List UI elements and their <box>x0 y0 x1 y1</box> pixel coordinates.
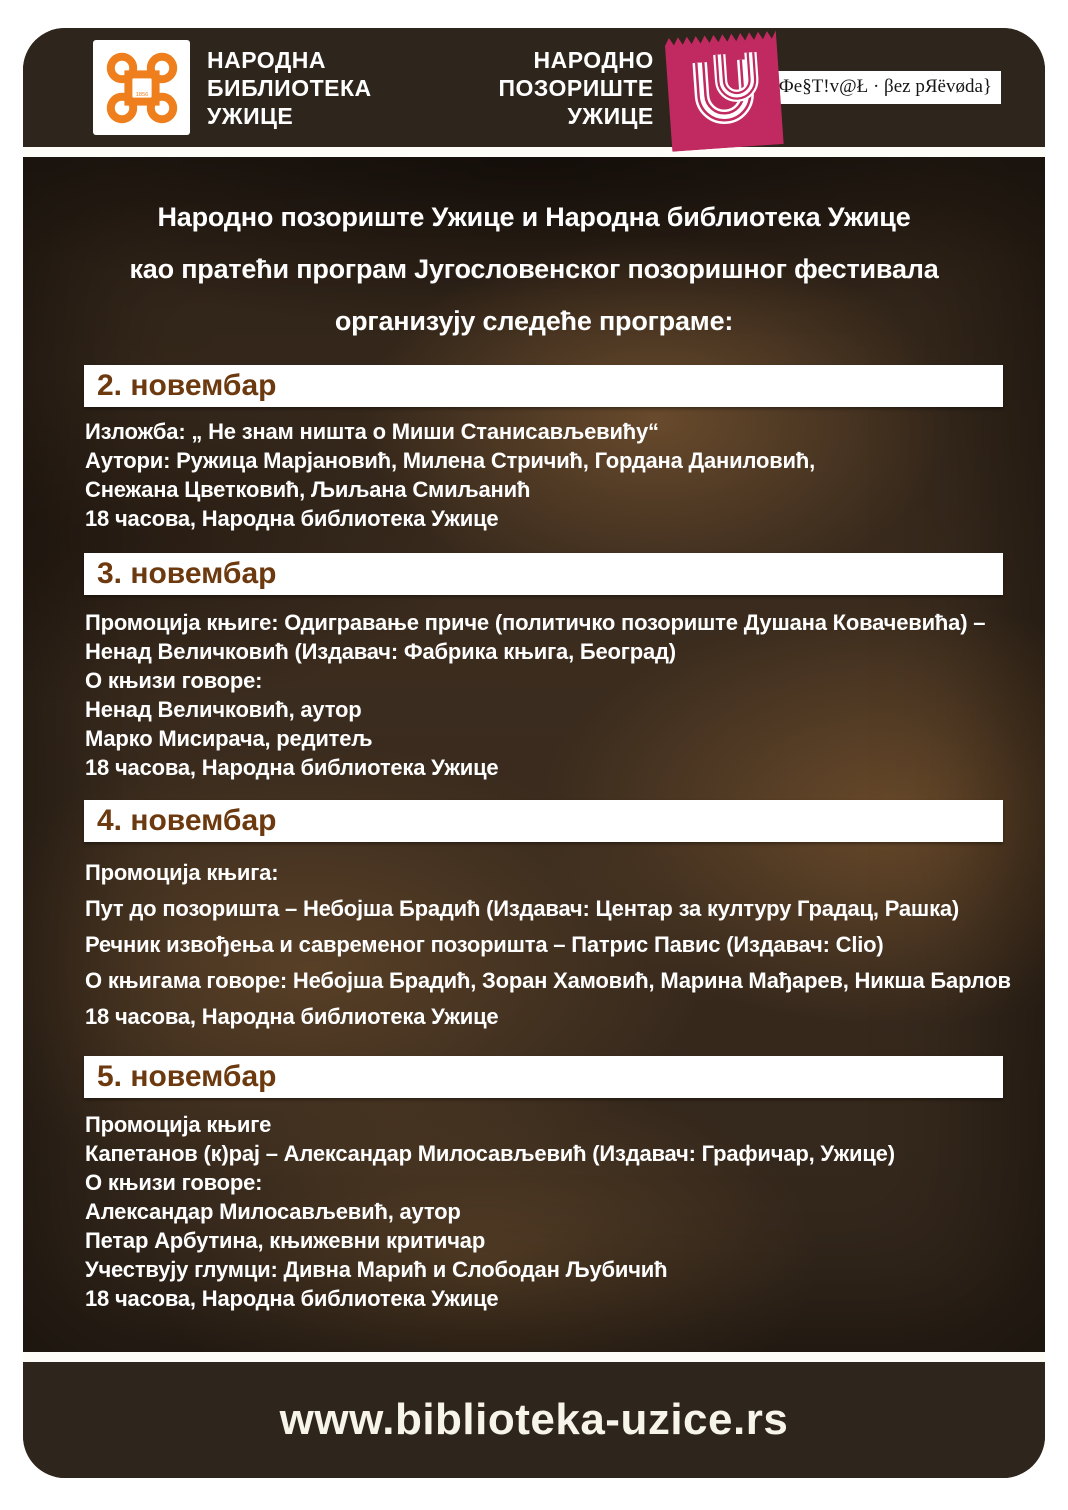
theatre-name <box>498 46 653 130</box>
section-details <box>85 1110 1031 1313</box>
library-name-line: БИБЛИОТЕКА <box>207 74 372 101</box>
library-logo-box <box>93 40 190 135</box>
intro-line: организују следеће програме: <box>334 306 734 336</box>
footer-separator <box>23 1352 1045 1362</box>
header-separator <box>23 147 1045 157</box>
program-line: Марко Мисирача, редитељ <box>85 726 373 751</box>
program-line: Промоција књиге: Одигравање приче (политичко позориште Душана Ковачевића) – <box>85 610 986 635</box>
program-line: Снежана Цветковић, Љиљана Смиљанић <box>85 477 531 502</box>
theatre-name-line: УЖИЦЕ <box>567 102 654 129</box>
intro-text <box>63 191 1005 347</box>
section-november-2 <box>23 365 1045 533</box>
program-line: Петар Арбутина, књижевни критичар <box>85 1228 486 1253</box>
header <box>23 28 1045 147</box>
section-november-3 <box>23 553 1045 782</box>
library-name <box>207 46 372 130</box>
program-line: 18 часова, Народна библиотека Ужице <box>85 1004 499 1029</box>
program-line: Учествују глумци: Дивна Марић и Слободан Љубичић <box>85 1257 668 1282</box>
program-body <box>23 157 1045 1352</box>
program-line: Пут до позоришта – Небојша Брадић (Издавач: Центар за културу Градац, Рашка) <box>85 896 960 921</box>
program-line: Промоција књиге <box>85 1112 272 1137</box>
section-details <box>85 608 1031 782</box>
program-line: О књизи говоре: <box>85 668 263 693</box>
program-line: Аутори: Ружица Марјановић, Милена Стричић, Гордана Даниловић, <box>85 448 815 473</box>
date-header: 2. новембар <box>84 365 1003 407</box>
program-line: О књизи говоре: <box>85 1170 263 1195</box>
footer <box>23 1362 1045 1478</box>
date-header: 5. новембар <box>84 1056 1003 1098</box>
section-details <box>85 855 1031 1035</box>
library-founding-year: 1856 <box>135 91 148 98</box>
library-name-line: НАРОДНА <box>207 46 326 73</box>
date-header: 3. новембар <box>84 553 1003 595</box>
intro-line: као пратећи програм Југословенског позоришног фестивала <box>129 254 939 284</box>
poster <box>23 28 1045 1478</box>
program-line: Александар Милосављевић, аутор <box>85 1199 461 1224</box>
theatre-ticket-logo-icon <box>664 28 784 151</box>
program-line: 18 часова, Народна библиотека Ужице <box>85 755 499 780</box>
website-url: www.biblioteka-uzice.rs <box>279 1395 789 1444</box>
program-line: 18 часова, Народна библиотека Ужице <box>85 1286 499 1311</box>
date-header: 4. новембар <box>84 800 1003 842</box>
intro-line: Народно позориште Ужице и Народна библиотека Ужице <box>157 202 911 232</box>
library-knot-logo-icon <box>102 48 182 128</box>
section-november-5 <box>23 1056 1045 1313</box>
program-line: Ненад Величковић (Издавач: Фабрика књига, Београд) <box>85 639 676 664</box>
program-line: О књигама говоре: Небојша Брадић, Зоран Хамовић, Марина Мађарев, Никша Барлов <box>85 968 1011 993</box>
section-details <box>85 417 1031 533</box>
program-line: Изложба: „ Не знам ништа о Миши Станисављевићу“ <box>85 419 659 444</box>
program-line: Речник извођења и савременог позоришта – Патрис Павис (Издавач: Clio) <box>85 932 884 957</box>
program-line: 18 часова, Народна библиотека Ужице <box>85 506 499 531</box>
theatre-name-line: НАРОДНО <box>533 46 654 73</box>
library-name-line: УЖИЦЕ <box>207 102 294 129</box>
theatre-name-line: ПОЗОРИШТЕ <box>498 74 654 101</box>
program-line: Промоција књига: <box>85 860 279 885</box>
program-line: Ненад Величковић, аутор <box>85 697 362 722</box>
festival-label: Фе§T!v@Ł · βez pЯëvøda} <box>770 71 1001 104</box>
section-november-4 <box>23 800 1045 1035</box>
program-line: Капетанов (к)рај – Александар Милосављевић (Издавач: Графичар, Ужице) <box>85 1141 895 1166</box>
